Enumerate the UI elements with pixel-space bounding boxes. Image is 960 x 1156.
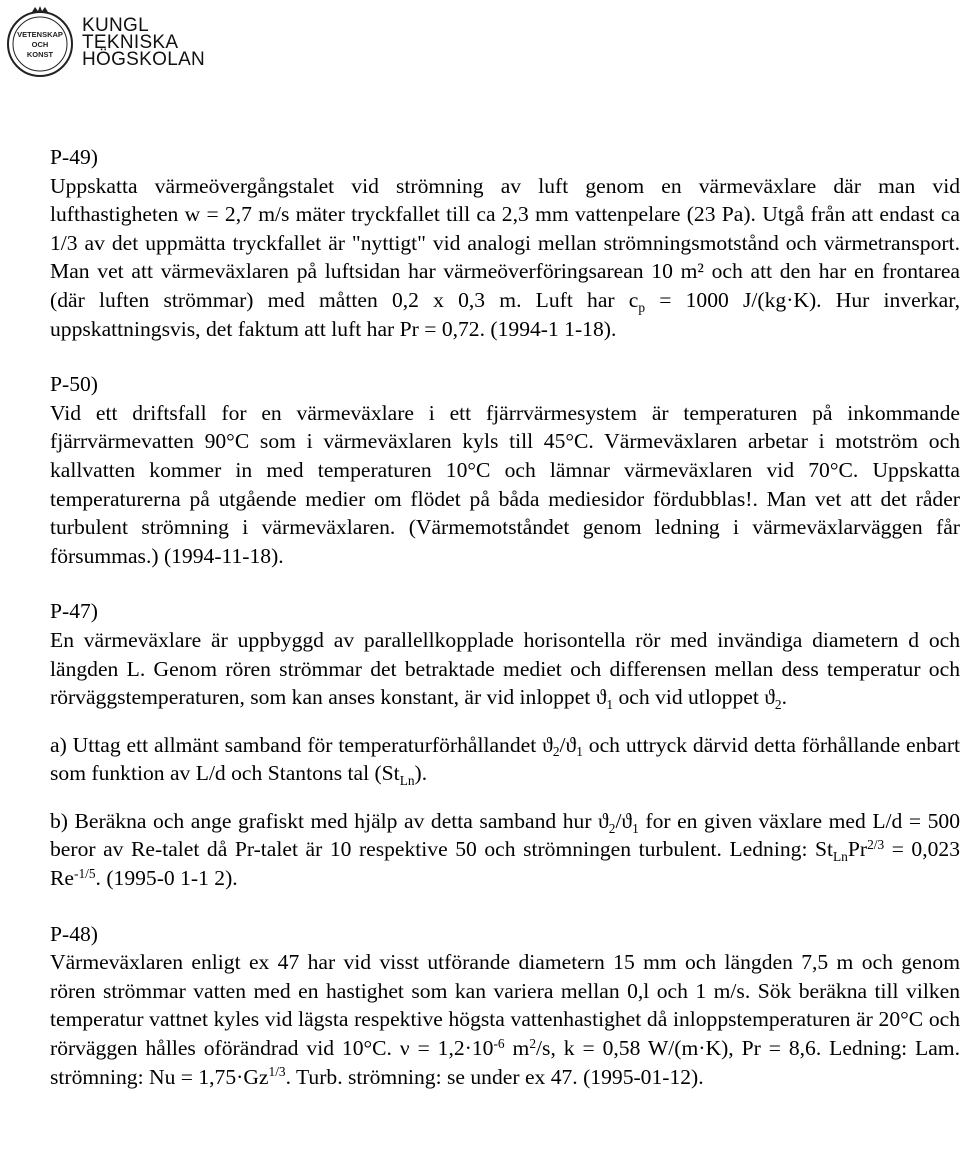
wordmark-line-2: TEKNISKA xyxy=(82,31,179,53)
subscript: 2 xyxy=(552,744,560,760)
problem-paragraph: Värmeväxlaren enligt ex 47 har vid visst utförande diametern 15 mm och längden 7,5 m och genom rören strömmar vatten med en hastighet som kan variera mellan 0,l och 1 m/s. Sök beräkna till vilken temperatur vattnet kyles vid lägsta respektive högsta vattenhastighet då inloppstemperaturen är 20°C och rörväggen hålles oförändrad vid 10°C. $\nu = 1,2\cdot 10^{-6}$ $m^2/s$, k = 0,58 W/(m·K), Pr = 8,6. Ledning: Lam. strömning: $Nu = 1,75\cdot Gz^{1/3}$. Turb. strömning: se under ex 47. (1995-01-12). xyxy=(50,950,960,1089)
superscript: -6 xyxy=(493,1035,505,1051)
wordmark-line-1: KUNGL xyxy=(82,14,149,36)
seal-text: KONST xyxy=(26,50,54,59)
subscript: Ln xyxy=(399,772,415,788)
subscript: 1 xyxy=(576,744,583,760)
problem-50 xyxy=(50,370,960,570)
problem-47 xyxy=(50,597,960,892)
superscript: 1/3 xyxy=(268,1064,286,1080)
problem-paragraph: Vid ett driftsfall for en värmeväxlare i ett fjärrvärmesystem är temperaturen på inkommande fjärrvärmevatten 90°C som i värmeväxlaren kyls till 45°C. Värmeväxlaren arbetar i motström och kallvatten kommer in med temperaturen 10°C och lämnar värmeväxlaren vid 70°C. Uppskatta temperaturerna på utgående medier om flödet på båda mediesidor fördubblas!. Man vet att det råder turbulent strömning i värmeväxlaren. (Värmemotståndet genom ledning i värmeväxlarväggen får försummas.) (1994-11-18). xyxy=(50,400,960,568)
subscript: 2 xyxy=(608,820,616,836)
superscript: 2/3 xyxy=(867,837,885,853)
subscript: 1 xyxy=(632,820,639,836)
seal-text: OCH xyxy=(31,40,49,49)
problem-id: P-49) xyxy=(50,145,98,169)
problem-paragraph: b) Beräkna och ange grafiskt med hjälp av detta samband hur $ϑ_2/ϑ_1$ for en given växlare med L/d = 500 beror av Re-talet då Pr-talet är 10 respektive 50 och strömningen turbulent. Ledning: $St_{Ln}Pr^{2/3} = 0,023$ $Re^{-1/5}$. (1995-0 1-1 2). xyxy=(50,808,960,891)
problem-paragraph: En värmeväxlare är uppbyggd av parallellkopplade horisontella rör med invändiga diametern d och längden L. Genom rören strömmar det betraktade mediet och differensen mellan dess temperatur och rörväggstemperaturen, som kan anses konstant, är vid inloppet $ϑ_1$ och vid utloppet $ϑ_2$. xyxy=(50,627,960,712)
wordmark-line-3: HÖGSKOLAN xyxy=(82,48,206,70)
kth-wordmark xyxy=(82,14,206,70)
problem-id: P-48) xyxy=(50,921,98,946)
problem-49 xyxy=(50,143,960,343)
problem-paragraph: Uppskatta värmeövergångstalet vid strömning av luft genom en värmeväxlare där man vid lufthastigheten w = 2,7 m/s mäter tryckfallet till ca 2,3 mm vattenpelare (23 Pa). Utgå från att endast ca 1/3 av det uppmätta tryckfallet är "nyttigt" vid analogi mellan strömningsmotstånd och värmetransport. Man vet att värmeväxlaren på luftsidan har värmeöverföringsarean 10 m² och att den har en frontarea (där luften strömmar) med måtten 0,2 x 0,3 m. Luft har $c_p = 1000$ J/(kg·K). Hur inverkar, uppskattningsvis, det faktum att luft har Pr = 0,72. (1994-1 1-18). xyxy=(50,173,960,341)
subscript: p xyxy=(638,299,646,315)
problem-48 xyxy=(50,920,960,1092)
superscript: -1/5 xyxy=(74,865,96,881)
problem-id: P-50) xyxy=(50,372,98,397)
problem-id: P-47) xyxy=(50,599,98,624)
problem-list xyxy=(50,143,960,1091)
subscript: Ln xyxy=(833,849,848,865)
seal-text: VETENSKAP xyxy=(17,30,63,39)
superscript: 2 xyxy=(529,1035,537,1051)
problem-paragraph: a) Uttag ett allmänt samband för temperaturförhållandet $ϑ_2/ϑ_1$ och uttryck därvid detta förhållande enbart som funktion av L/d och Stantons tal $(St_{Ln})$. xyxy=(50,732,960,788)
subscript: 1 xyxy=(606,696,614,712)
kth-logo xyxy=(4,4,205,80)
kth-seal-icon xyxy=(4,6,76,78)
subscript: 2 xyxy=(774,696,782,712)
